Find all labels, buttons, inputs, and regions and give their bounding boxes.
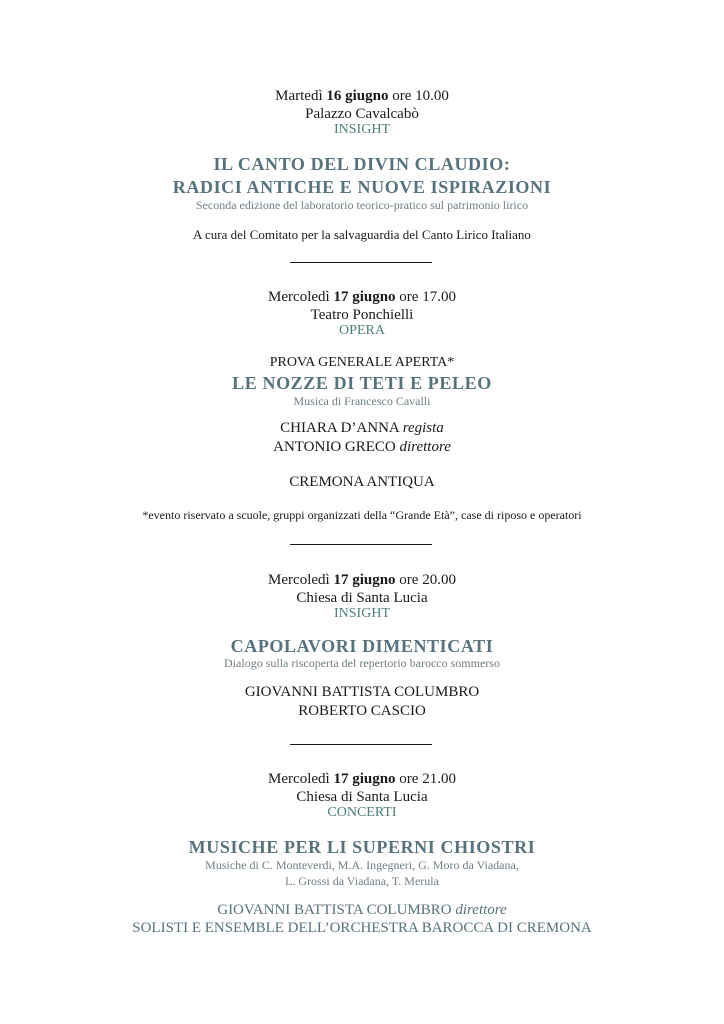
event-2-conductor: ANTONIO GRECO direttore bbox=[273, 439, 451, 455]
event-1-title-line-2: RADICI ANTICHE E NUOVE ISPIRAZIONI bbox=[172, 177, 552, 197]
event-1-title-line-1: IL CANTO DEL DIVIN CLAUDIO: bbox=[213, 154, 511, 174]
event-2-pretitle: PROVA GENERALE APERTA* bbox=[269, 355, 455, 370]
event-2-title: LE NOZZE DI TETI E PELEO bbox=[232, 373, 492, 393]
separator-rule bbox=[290, 744, 432, 745]
event-4-category: CONCERTI bbox=[327, 805, 397, 820]
event-3-title: CAPOLAVORI DIMENTICATI bbox=[230, 636, 494, 656]
event-1-category: INSIGHT bbox=[334, 122, 390, 137]
separator-rule bbox=[290, 262, 432, 263]
event-1-curated-by: A cura del Comitato per la salvaguardia del Canto Lirico Italiano bbox=[193, 227, 531, 242]
event-3-category: INSIGHT bbox=[334, 606, 390, 621]
event-4-conductor: GIOVANNI BATTISTA COLUMBRO direttore bbox=[217, 902, 507, 918]
separator-rule bbox=[290, 544, 432, 545]
event-4-datetime: Mercoledì 17 giugno ore 21.00 bbox=[268, 771, 456, 787]
event-1-datetime: Martedì 16 giugno ore 10.00 bbox=[275, 88, 449, 104]
event-4-ensemble: SOLISTI E ENSEMBLE DELL’ORCHESTRA BAROCCA DI CREMONA bbox=[132, 920, 592, 936]
event-3-datetime: Mercoledì 17 giugno ore 20.00 bbox=[268, 572, 456, 588]
event-2-category: OPERA bbox=[339, 323, 385, 338]
event-3-subtitle: Dialogo sulla riscoperta del repertorio barocco sommerso bbox=[224, 656, 500, 670]
event-2-director: CHIARA D’ANNA regista bbox=[280, 420, 444, 436]
event-2-datetime: Mercoledì 17 giugno ore 17.00 bbox=[268, 289, 456, 305]
event-2-venue: Teatro Ponchielli bbox=[310, 307, 414, 323]
event-2-ensemble: CREMONA ANTIQUA bbox=[289, 474, 435, 490]
event-1-venue: Palazzo Cavalcabò bbox=[305, 106, 419, 122]
event-3-venue: Chiesa di Santa Lucia bbox=[296, 590, 428, 606]
event-2-subtitle: Musica di Francesco Cavalli bbox=[293, 394, 431, 408]
event-2-note: *evento riservato a scuole, gruppi organizzati della “Grande Età”, case di riposo e operatori bbox=[142, 508, 582, 522]
event-3-speaker-2: ROBERTO CASCIO bbox=[298, 703, 426, 719]
event-4-subtitle-line-1: Musiche di C. Monteverdi, M.A. Ingegneri, G. Moro da Viadana, bbox=[205, 858, 519, 872]
event-3-speaker-1: GIOVANNI BATTISTA COLUMBRO bbox=[244, 684, 480, 700]
event-4-title: MUSICHE PER LI SUPERNI CHIOSTRI bbox=[188, 837, 536, 857]
event-4-subtitle-line-2: L. Grossi da Viadana, T. Merula bbox=[285, 874, 439, 888]
event-1-subtitle: Seconda edizione del laboratorio teorico-pratico sul patrimonio lirico bbox=[195, 198, 529, 212]
event-4-venue: Chiesa di Santa Lucia bbox=[296, 789, 428, 805]
